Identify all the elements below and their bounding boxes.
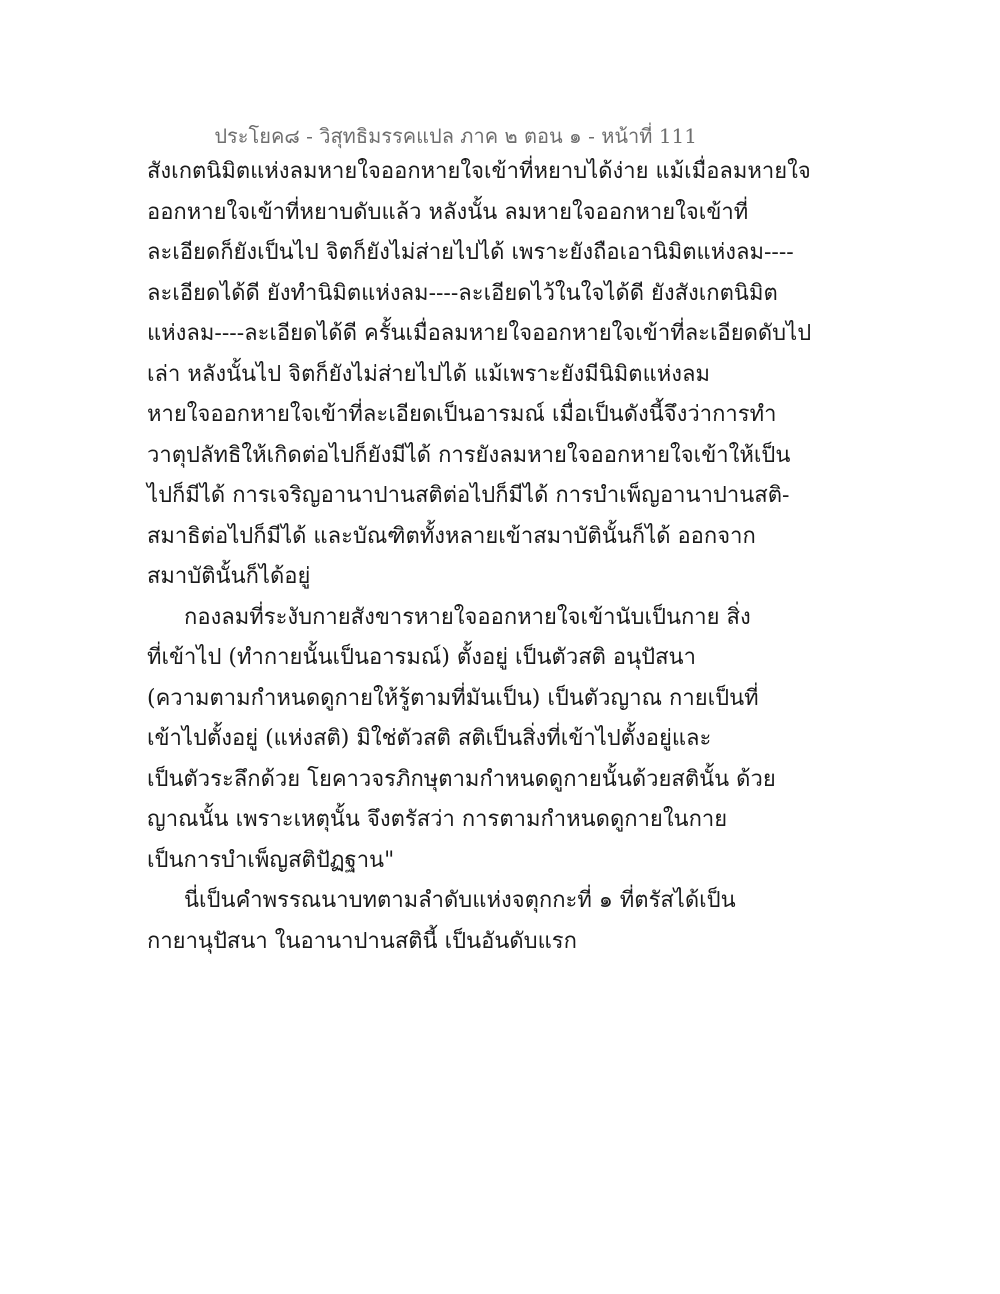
text-line: กายานุปัสนา ในอานาปานสตินี้ เป็นอันดับแรก: [147, 928, 577, 954]
text-line: (ความตามกำหนดดูกายให้รู้ตามที่มันเป็น) เป็นตัวญาณ กายเป็นที่: [147, 685, 759, 711]
text-line: ไปก็มีได้ การเจริญอานาปานสติต่อไปก็มีได้ การบำเพ็ญอานาปานสติ-: [147, 483, 790, 508]
text-line: สมาบัตินั้นก็ได้อยู่: [147, 564, 311, 589]
text-line: แห่งลม----ละเอียดได้ดี ครั้นเมื่อลมหายใจออกหายใจเข้าที่ละเอียดดับไป: [147, 321, 812, 346]
text-line: ญาณนั้น เพราะเหตุนั้น จึงตรัสว่า การตามกำหนดดูกายในกาย: [147, 807, 728, 832]
body-text: [147, 152, 812, 962]
text-line: สมาธิต่อไปก็มีได้ และบัณฑิตทั้งหลายเข้าสมาบัตินั้นก็ได้ ออกจาก: [147, 523, 756, 549]
text-line: สังเกตนิมิตแห่งลมหายใจออกหายใจเข้าที่หยาบได้ง่าย แม้เมื่อลมหายใจ: [147, 159, 811, 184]
text-line: ละเอียดก็ยังเป็นไป จิตก็ยังไม่ส่ายไปได้ เพราะยังถือเอานิมิตแห่งลม----: [147, 240, 794, 265]
paragraph-start-line: กองลมที่ระงับกายสังขารหายใจออกหายใจเข้านับเป็นกาย สิ่ง: [184, 604, 751, 630]
text-line: วาตุปลัทธิให้เกิดต่อไปก็ยังมีได้ การยังลมหายใจออกหายใจเข้าให้เป็น: [147, 442, 791, 468]
text-line: เล่า หลังนั้นไป จิตก็ยังไม่ส่ายไปได้ แม้เพราะยังมีนิมิตแห่งลม: [147, 361, 710, 387]
text-line: เข้าไปตั้งอยู่ (แห่งสติ) มิใช่ตัวสติ สติเป็นสิ่งที่เข้าไปตั้งอยู่และ: [147, 726, 712, 751]
text-line: ละเอียดได้ดี ยังทำนิมิตแห่งลม----ละเอียดไว้ในใจได้ดี ยังสังเกตนิมิต: [147, 280, 778, 306]
text-line: เป็นตัวระลึกด้วย โยคาวจรภิกษุตามกำหนดดูกายนั้นด้วยสตินั้น ด้วย: [147, 766, 776, 792]
text-line: หายใจออกหายใจเข้าที่ละเอียดเป็นอารมณ์ เมื่อเป็นดังนี้จึงว่าการทำ: [147, 402, 777, 427]
paragraph-start-line: นี่เป็นคำพรรณนาบทตามลำดับแห่งจตุกกะที่ ๑ ที่ตรัสได้เป็น: [184, 888, 736, 913]
text-line: ออกหายใจเข้าที่หยาบดับแล้ว หลังนั้น ลมหายใจออกหายใจเข้าที่: [147, 199, 749, 225]
text-line: ที่เข้าไป (ทำกายนั้นเป็นอารมณ์) ตั้งอยู่ เป็นตัวสติ อนุปัสนา: [147, 645, 696, 670]
text-line: เป็นการบำเพ็ญสติปัฏฐาน": [147, 847, 395, 873]
page-header: ประโยค๘ - วิสุทธิมรรคแปล ภาค ๒ ตอน ๑ - หน้าที่ 111: [214, 124, 697, 148]
